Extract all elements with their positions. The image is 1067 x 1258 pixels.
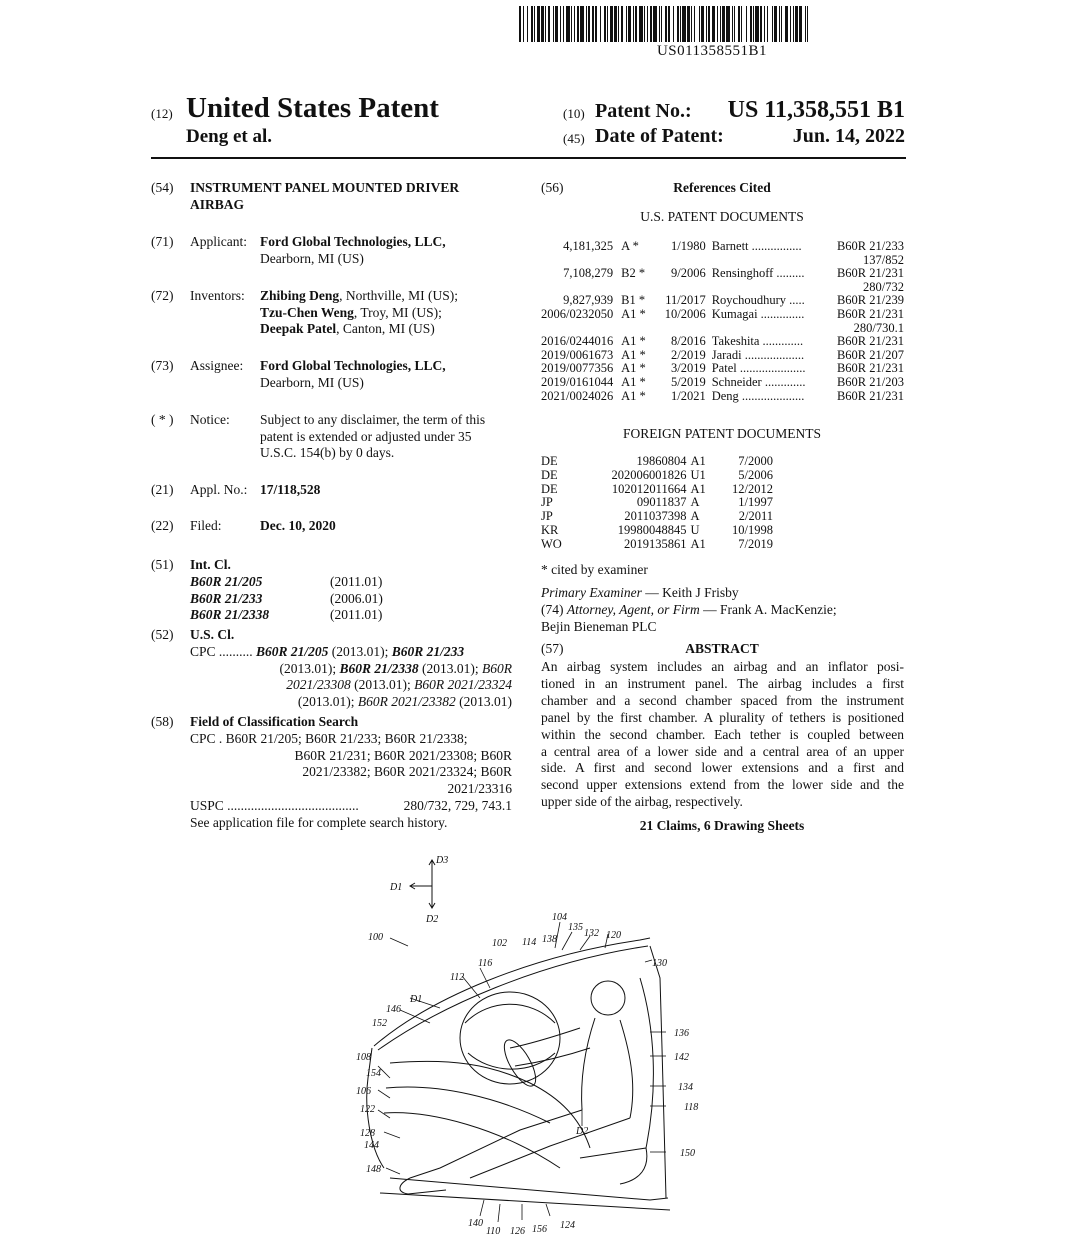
figure-reference-label: 122 (360, 1104, 375, 1115)
uscl-label: U.S. Cl. (190, 627, 235, 642)
figure-reference-label: D1 (390, 882, 403, 893)
us-reference-row: 4,181,325 A * 1/1980 Barnett ................ B60R 21/233 (563, 240, 904, 253)
code-45: (45) (563, 131, 585, 146)
abstract-text (541, 659, 904, 811)
abstract-line: tioned in an instrument panel. The airbag includes a first (541, 675, 904, 691)
direction-axes (410, 860, 435, 908)
us-reference-row: 280/732 (863, 280, 904, 294)
us-reference-row: 2019/0061673 A1 * 2/2019 Jaradi ................... B60R 21/207 (541, 348, 904, 362)
us-reference-row: 2021/0024026 A1 * 1/2021 Deng .................... B60R 21/231 (541, 389, 904, 403)
foreign-reference-row: DE 202006001826 U1 5/2006 (541, 467, 773, 482)
applicant: Ford Global Technologies, LLC, Dearborn, MI (US) (260, 234, 446, 266)
abstract-line: side. A first and second lower extensions and a first and (541, 760, 904, 776)
invention-title: INSTRUMENT PANEL MOUNTED DRIVER AIRBAG (190, 180, 460, 212)
abstract-line: panel by the first chamber. A plurality of tethers is positioned (541, 709, 904, 725)
us-reference-row: 2016/0244016 A1 * 8/2016 Takeshita ............. B60R 21/231 (541, 335, 904, 349)
figure-reference-label: 132 (584, 928, 599, 939)
primary-examiner: Primary Examiner — Keith J Frisby (541, 585, 739, 600)
header-rule (151, 157, 906, 159)
figure-reference-label: 106 (356, 1086, 371, 1097)
abstract-heading: ABSTRACT (685, 641, 759, 656)
foreign-reference-row: DE 102012011664 A1 12/2012 (541, 481, 773, 496)
foreign-docs-heading: FOREIGN PATENT DOCUMENTS (622, 426, 822, 441)
barcode (519, 6, 905, 42)
figure-reference-label: 142 (674, 1052, 689, 1063)
figure-reference-label: 130 (652, 958, 667, 969)
us-reference-row: 2006/0232050 A1 * 10/2006 Kumagai .............. B60R 21/231 (541, 307, 904, 321)
figure-reference-label: 112 (450, 972, 465, 983)
notice-label: Notice: (190, 412, 230, 427)
figure-reference-label: 116 (478, 958, 493, 969)
leader-lines (378, 922, 666, 1222)
figure-reference-label: 128 (360, 1128, 375, 1139)
code-73: (73) (151, 358, 174, 373)
uscl-cpc: CPC .......... B60R 21/205 (2013.01); B60R 21/233 (2013.01); B60R 21/2338 (2013.01); B60R 2021/23308 (2013.01); B60R 2021/23324 (2013.01); B60R 2021/23382 (2013.01) (190, 644, 512, 709)
code-52: (52) (151, 627, 174, 642)
figure-reference-label: 118 (684, 1102, 699, 1113)
patent-number: US 11,358,551 B1 (727, 97, 905, 123)
us-reference-row: 7,108,279 B2 * 9/2006 Rensinghoff ......... B60R 21/231 (563, 267, 904, 281)
figure-reference-label: 148 (366, 1164, 381, 1175)
us-reference-row: 2019/0077356 A1 * 3/2019 Patel ..................... B60R 21/231 (541, 362, 904, 376)
filed-date: Dec. 10, 2020 (260, 518, 336, 533)
figure-reference-label: D3 (436, 855, 449, 866)
code-10: (10) (563, 106, 585, 121)
figure-reference-label: 152 (372, 1018, 387, 1029)
publication-number: US011358551B1 (656, 43, 768, 59)
foreign-reference-row: JP 2011037398 A 2/2011 (541, 509, 773, 524)
abstract-line: within the second chamber. Each tether is coupled between (541, 726, 904, 742)
figure-reference-label: 104 (552, 912, 567, 923)
date-of-patent: Jun. 14, 2022 (792, 125, 905, 147)
figure-reference-label: 150 (680, 1148, 695, 1159)
figure-reference-label: 110 (486, 1226, 501, 1237)
figure-reference-label: 108 (356, 1052, 371, 1063)
foreign-references (541, 455, 773, 552)
abstract-line: chamber and a second chamber spaced from the instrument (541, 692, 904, 708)
figure-reference-label: 146 (386, 1004, 401, 1015)
patent-no-label: Patent No.: (595, 100, 692, 122)
figure-reference-label: 126 (510, 1226, 525, 1237)
applicant-label: Applicant: (190, 234, 247, 249)
abstract-line: a central area of a lower side and a central area of an upper (541, 743, 904, 759)
figure-reference-label: 120 (606, 930, 621, 941)
foreign-reference-row: KR 19980048845 U 10/1998 (541, 522, 773, 537)
occupant (400, 981, 633, 1194)
us-docs-heading: U.S. PATENT DOCUMENTS (640, 209, 804, 224)
assignee-label: Assignee: (190, 358, 244, 373)
inventors-label: Inventors: (190, 288, 245, 303)
patent-drawing (350, 848, 720, 1240)
foreign-reference-row: JP 09011837 A 1/1997 (541, 495, 773, 510)
figure-reference-label: D2 (426, 914, 439, 925)
document-title: United States Patent (186, 92, 439, 124)
foreign-reference-row: WO 2019135861 A1 7/2019 (541, 536, 773, 551)
authors: Deng et al. (186, 126, 273, 147)
vehicle-outline (367, 938, 670, 1210)
filed-label: Filed: (190, 518, 222, 533)
code-51: (51) (151, 557, 174, 572)
intcl-table: B60R 21/205 (2011.01) B60R 21/233 (2006.01) B60R 21/2338 (2011.01) (190, 574, 383, 622)
inventors: Zhibing Deng, Northville, MI (US); Tzu-Chen Weng, Troy, MI (US); Deepak Patel, Canton, MI (US) (260, 288, 459, 336)
abstract-line: second upper extensions extend from the lower side and the (541, 777, 904, 793)
code-54: (54) (151, 180, 174, 195)
appl-label: Appl. No.: (190, 482, 248, 497)
code-56: (56) (541, 180, 564, 195)
figure-reference-label: 156 (532, 1224, 547, 1235)
us-reference-row: 280/730.1 (853, 321, 904, 335)
foreign-reference-row: DE 19860804 A1 7/2000 (541, 454, 773, 468)
figure-reference-label: 124 (560, 1220, 575, 1231)
code-notice: ( * ) (151, 412, 174, 427)
code-57: (57) (541, 641, 564, 656)
field-cpc: CPC . B60R 21/205; B60R 21/233; B60R 21/2338; B60R 21/231; B60R 2021/23308; B60R 2021/23382; B60R 2021/23324; B60R 2021/23316 USPC ....................................... 280/732, 729, 743.1 See application file for complete search history. (190, 731, 512, 830)
figure-reference-label: 114 (522, 937, 537, 948)
us-reference-row: 137/852 (863, 253, 904, 267)
cited-by-examiner: * cited by examiner (541, 562, 648, 577)
figure-reference-label: 140 (468, 1218, 483, 1229)
figure-reference-label: 100 (368, 932, 383, 943)
date-label: Date of Patent: (595, 125, 724, 147)
figure-reference-label: 138 (542, 934, 557, 945)
code-71: (71) (151, 234, 174, 249)
attorney: (74) Attorney, Agent, or Firm — Frank A. MacKenzie; Bejin Bieneman PLC (541, 602, 837, 634)
us-references (541, 240, 904, 403)
figure-reference-label: 135 (568, 922, 583, 933)
airbag (460, 992, 560, 1084)
abstract-line: An airbag system includes an airbag and an inflator posi- (541, 659, 904, 674)
figure-reference-label: 136 (674, 1028, 689, 1039)
field-label: Field of Classification Search (190, 714, 359, 729)
claims-summary: 21 Claims, 6 Drawing Sheets (639, 818, 805, 833)
notice-text: Subject to any disclaimer, the term of this patent is extended or adjusted under 35 U.S.C. 154(b) by 0 days. (260, 412, 486, 460)
us-reference-row: 2019/0161044 A1 * 5/2019 Schneider ............. B60R 21/203 (541, 375, 904, 389)
figure-reference-label: 134 (678, 1082, 693, 1093)
code-21: (21) (151, 482, 174, 497)
code-12: (12) (151, 106, 173, 121)
references-heading: References Cited (673, 180, 771, 195)
intcl-label: Int. Cl. (190, 557, 231, 572)
code-22: (22) (151, 518, 174, 533)
seat (580, 978, 653, 1184)
assignee: Ford Global Technologies, LLC, Dearborn, MI (US) (260, 358, 446, 390)
figure-reference-label: D1 (410, 994, 423, 1005)
figure-reference-label: D2 (576, 1126, 589, 1137)
appl-number: 17/118,528 (260, 482, 321, 497)
figure-reference-label: 144 (364, 1140, 379, 1151)
code-72: (72) (151, 288, 174, 303)
abstract-line: upper side of the airbag, respectively. (541, 794, 743, 810)
figure-reference-label: 154 (366, 1068, 381, 1079)
code-58: (58) (151, 714, 174, 729)
figure-reference-label: 102 (492, 938, 507, 949)
us-reference-row: 9,827,939 B1 * 11/2017 Roychoudhury ..... B60R 21/239 (563, 294, 904, 308)
